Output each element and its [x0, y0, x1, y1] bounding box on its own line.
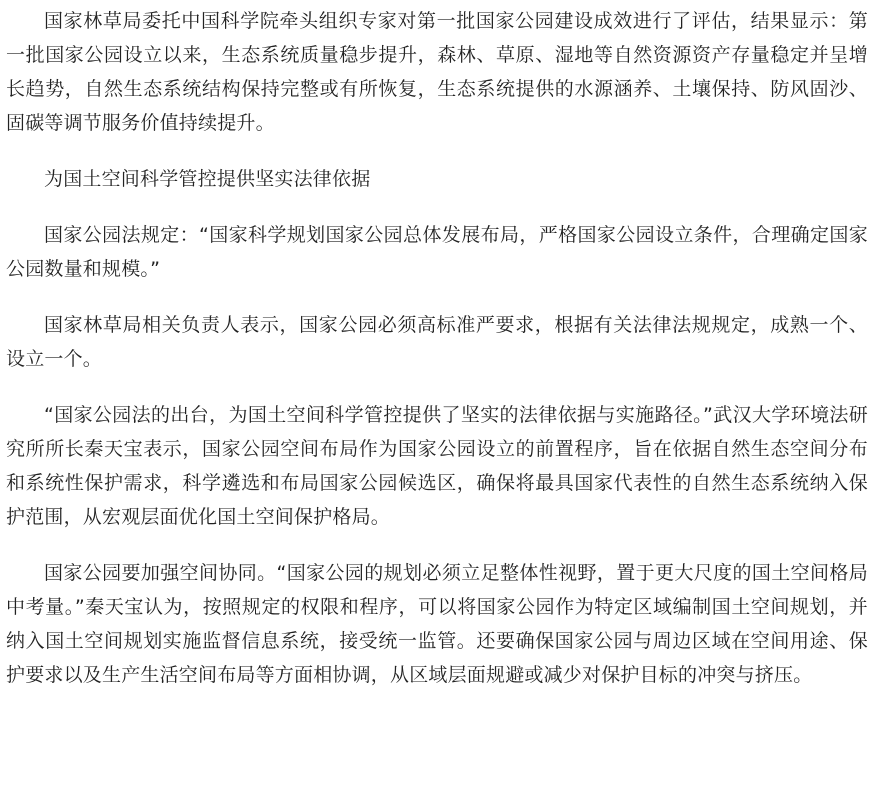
article-body — [6, 4, 868, 714]
paragraph-expert-quote: “国家公园法的出台，为国土空间科学管控提供了坚实的法律依据与实施路径。”武汉大学环境法研究所所长秦天宝表示，国家公园空间布局作为国家公园设立的前置程序，旨在依据自然生态空间分布和系统性保护需求，科学遴选和布局国家公园候选区，确保将最具国家代表性的自然生态系统纳入保护范围，从宏观层面优化国土空间保护格局。 — [6, 404, 868, 528]
paragraph-spatial-coordination: 国家公园要加强空间协同。“国家公园的规划必须立足整体性视野，置于更大尺度的国土空间格局中考量。”秦天宝认为，按照规定的权限和程序，可以将国家公园作为特定区域编制国土空间规划，并纳入国土空间规划实施监督信息系统，接受统一监管。还要确保国家公园与周边区域在空间用途、保护要求以及生产生活空间布局等方面相协调，从区域层面规避或减少对保护目标的冲突与挤压。 — [6, 562, 868, 686]
section-heading: 为国土空间科学管控提供坚实法律依据 — [44, 168, 371, 190]
paragraph-law-provision: 国家公园法规定：“国家科学规划国家公园总体发展布局，严格国家公园设立条件，合理确定国家公园数量和规模。” — [6, 224, 868, 280]
paragraph-assessment: 国家林草局委托中国科学院牵头组织专家对第一批国家公园建设成效进行了评估，结果显示：第一批国家公园设立以来，生态系统质量稳步提升，森林、草原、湿地等自然资源资产存量稳定并呈增长趋势，自然生态系统结构保持完整或有所恢复，生态系统提供的水源涵养、土壤保持、防风固沙、固碳等调节服务价值持续提升。 — [6, 10, 868, 134]
paragraph-official-statement: 国家林草局相关负责人表示，国家公园必须高标准严要求，根据有关法律法规规定，成熟一个、设立一个。 — [6, 314, 868, 370]
